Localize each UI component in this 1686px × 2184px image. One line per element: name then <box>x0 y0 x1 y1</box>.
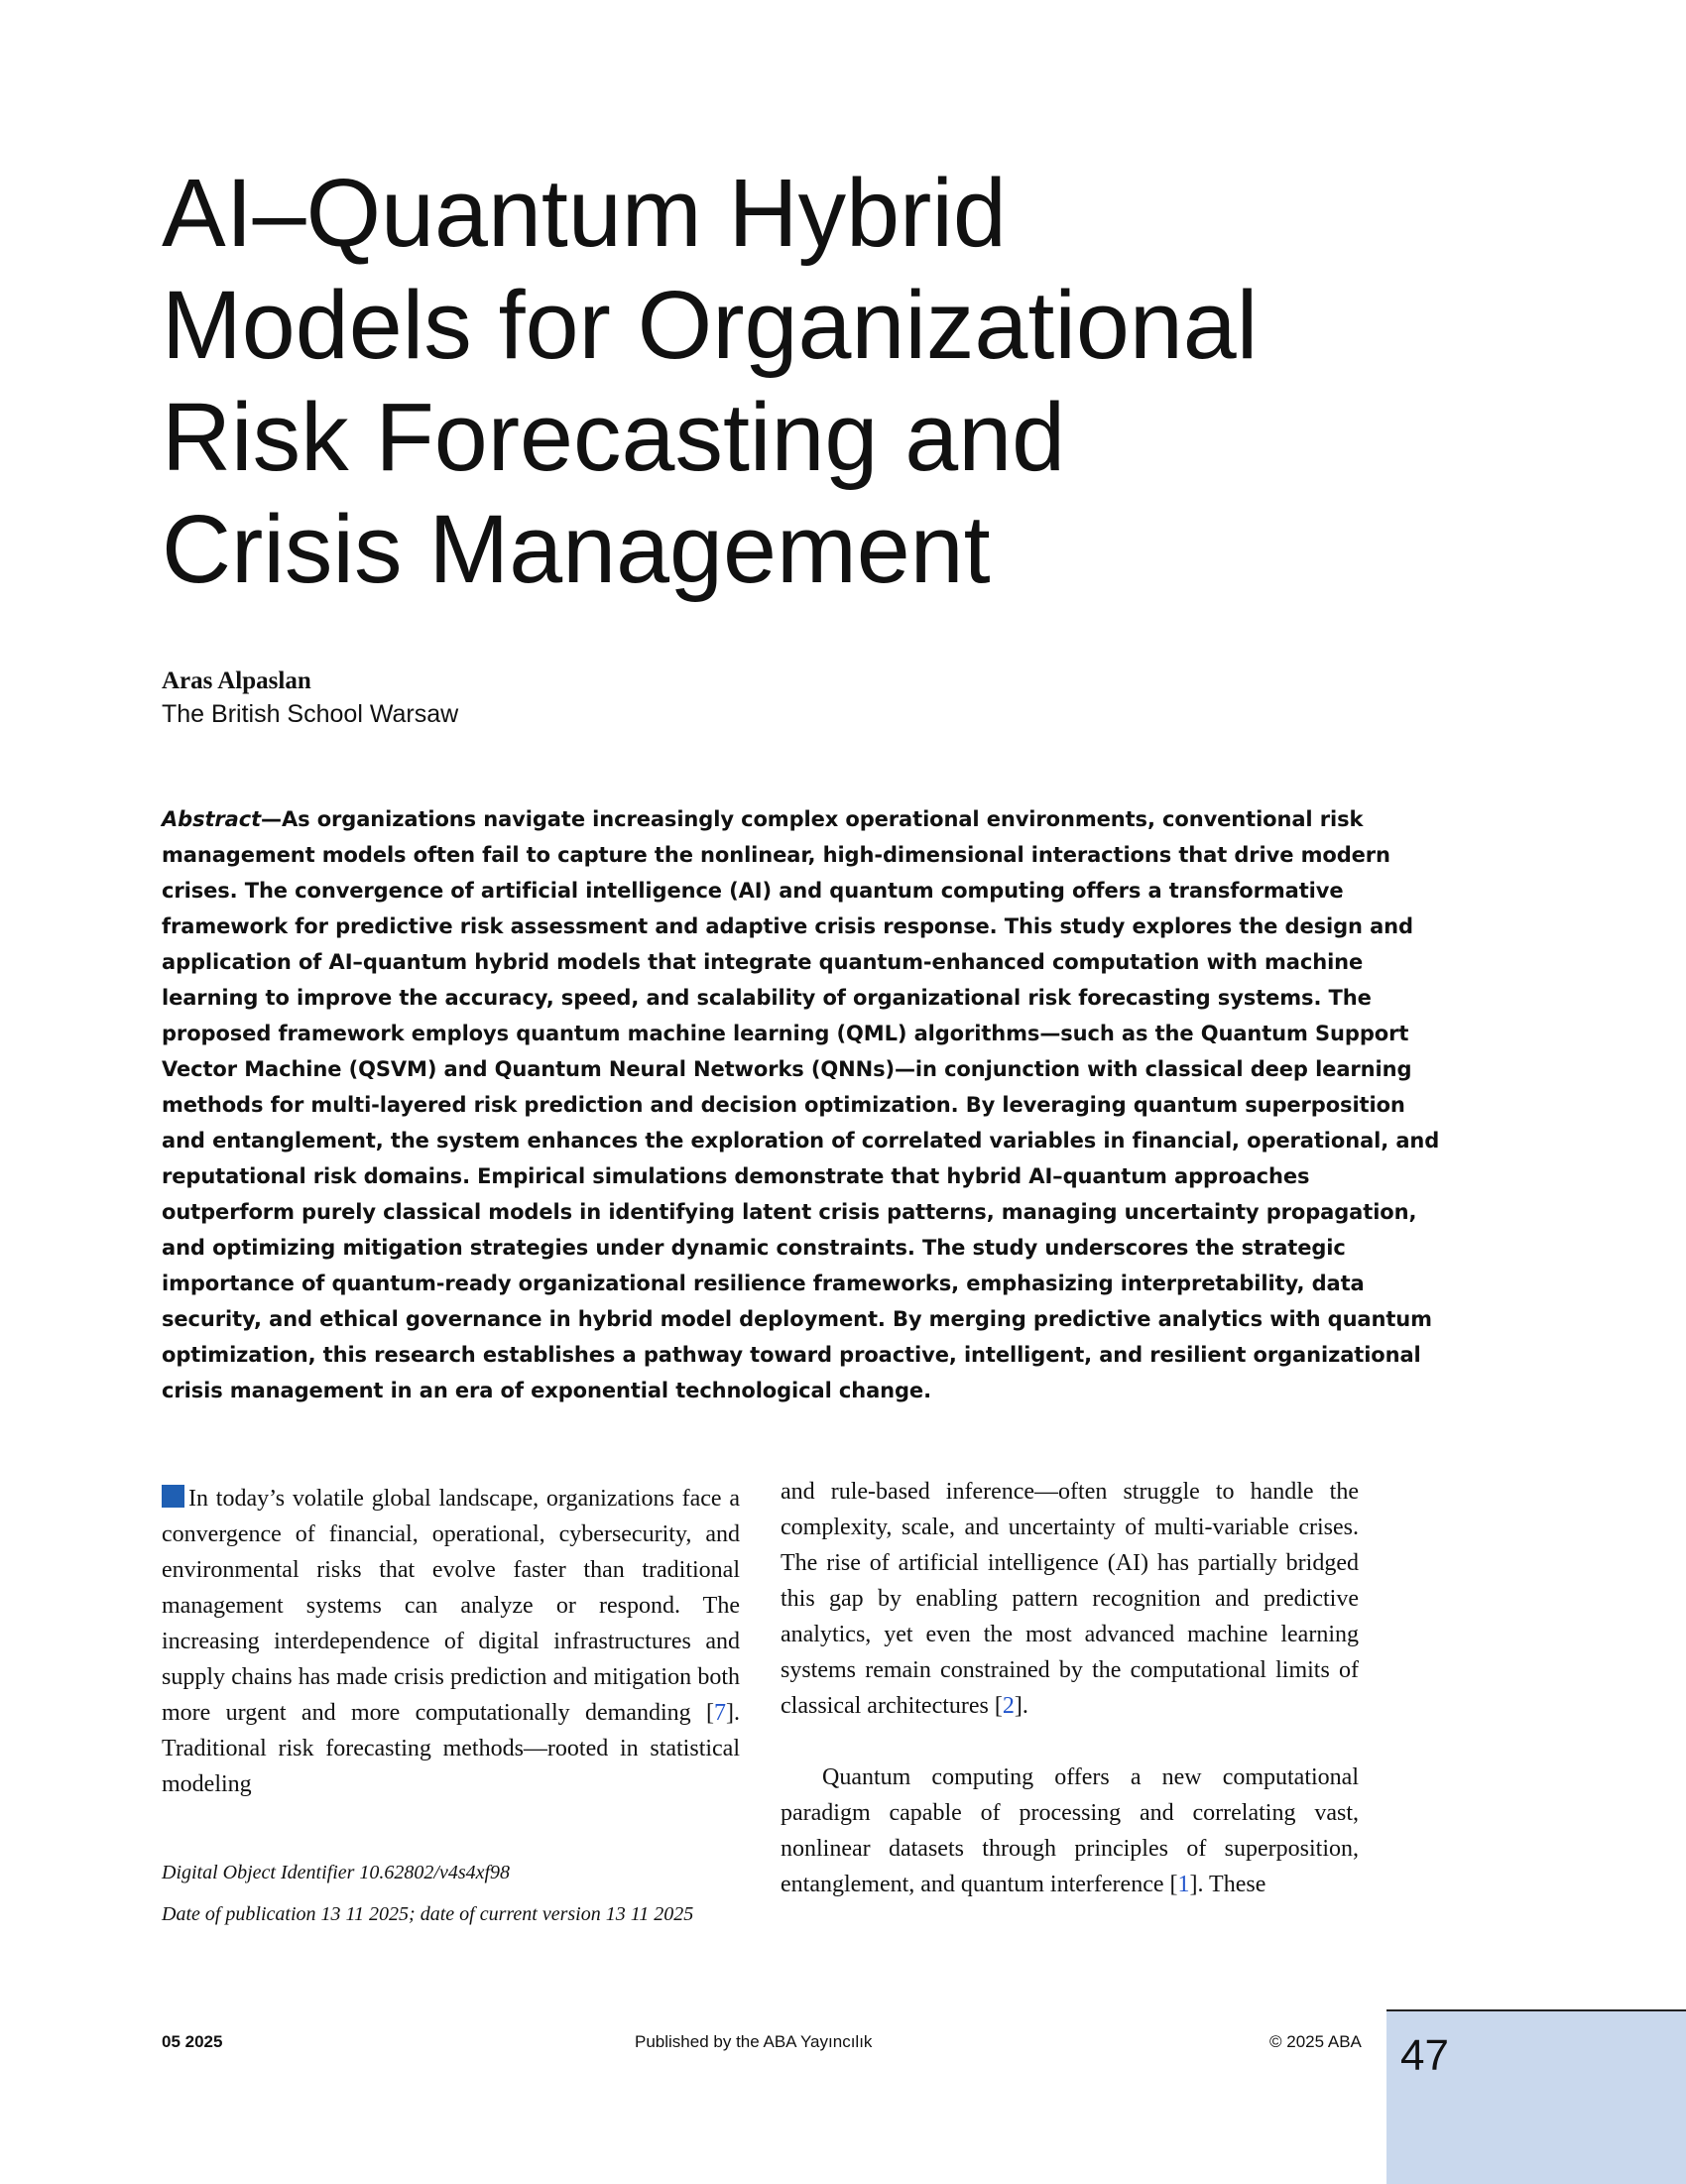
abstract-line: crises. The convergence of artificial intelligence (AI) and quantum computing offers a transformative <box>162 879 1344 903</box>
abstract-line: reputational risk domains. Empirical simulations demonstrate that hybrid AI–quantum approaches <box>162 1164 1310 1188</box>
page-number-box <box>1386 2009 1686 2184</box>
abstract-line: crisis management in an era of exponential technological change. <box>162 1379 931 1402</box>
title-line: Risk Forecasting and <box>162 383 1066 491</box>
citation-link[interactable]: 1 <box>1177 1872 1190 1897</box>
abstract-line: optimization, this research establishes a pathway toward proactive, intelligent, and resilient organizational <box>162 1343 1421 1367</box>
intro-paragraph: In today’s volatile global landscape, organizations face a convergence of financial, operational, cybersecurity, and environmental risks that evolve faster than traditional management systems can analyze or respond. The increasing interdependence of digital infrastructures and supply chains has made crisis prediction and mitigation both more urgent and more computationally demanding [7]. Traditional risk forecasting methods—rooted in statistical modeling <box>162 1486 740 1797</box>
abstract-line: learning to improve the accuracy, speed, and scalability of organizational risk forecasting systems. The <box>162 986 1372 1010</box>
citation-link[interactable]: 2 <box>1002 1693 1015 1719</box>
title-line: Crisis Management <box>162 495 991 603</box>
title-line: AI–Quantum Hybrid <box>162 159 1007 267</box>
abstract <box>162 801 1440 1408</box>
title-line: Models for Organizational <box>162 271 1259 379</box>
abstract-line: application of AI–quantum hybrid models that integrate quantum-enhanced computation with machine <box>162 950 1364 974</box>
author-affiliation: The British School Warsaw <box>162 700 459 728</box>
abstract-line: management models often fail to capture the nonlinear, high-dimensional interactions that drive modern <box>162 843 1390 867</box>
footer-copyright: © 2025 ABA <box>1269 2032 1362 2051</box>
body-paragraph: Quantum computing offers a new computational paradigm capable of processing and correlating vast, nonlinear datasets through principles of superposition, entanglement, and quantum interference [1]. These <box>781 1764 1359 1897</box>
footer-publisher: Published by the ABA Yayıncılık <box>635 2032 873 2051</box>
abstract-line: and entanglement, the system enhances the exploration of correlated variables in financial, operational, and <box>162 1129 1440 1153</box>
section-marker-icon <box>162 1485 184 1508</box>
publication-dates: Date of publication 13 11 2025; date of current version 13 11 2025 <box>162 1903 694 1925</box>
abstract-line: methods for multi-layered risk prediction and decision optimization. By leveraging quantum superposition <box>162 1093 1405 1117</box>
page-number: 47 <box>1400 2031 1449 2080</box>
abstract-line: and optimizing mitigation strategies under dynamic constraints. The study underscores the strategic <box>162 1236 1346 1260</box>
body-column-left <box>162 1481 740 1802</box>
abstract-label: Abstract <box>162 807 262 831</box>
body-paragraph: and rule-based inference—often struggle to handle the complexity, scale, and uncertainty of multi-variable crises. The rise of artificial intelligence (AI) has partially bridged this gap by enabling pattern recognition and predictive analytics, yet even the most advanced machine learning systems remain constrained by the computational limits of classical architectures [2]. <box>781 1479 1359 1719</box>
abstract-line: proposed framework employs quantum machine learning (QML) algorithms—such as the Quantum Support <box>162 1022 1409 1045</box>
doi: Digital Object Identifier 10.62802/v4s4xf98 <box>162 1862 511 1883</box>
abstract-line: framework for predictive risk assessment and adaptive crisis response. This study explores the design and <box>162 914 1413 938</box>
abstract-line: Vector Machine (QSVM) and Quantum Neural Networks (QNNs)—in conjunction with classical deep learning <box>162 1057 1412 1081</box>
abstract-line: —As organizations navigate increasingly complex operational environments, conventional risk <box>261 807 1364 831</box>
paper-title <box>162 157 1352 605</box>
footer-issue: 05 2025 <box>162 2032 223 2051</box>
abstract-line: importance of quantum-ready organizational resilience frameworks, emphasizing interpretability, data <box>162 1272 1365 1295</box>
drop-letter: I <box>188 1486 196 1512</box>
abstract-line: outperform purely classical models in identifying latent crisis patterns, managing uncertainty propagation, <box>162 1200 1417 1224</box>
abstract-line: security, and ethical governance in hybrid model deployment. By merging predictive analytics with quantum <box>162 1307 1432 1331</box>
publication-metadata <box>162 1852 740 1935</box>
body-column-right <box>781 1474 1359 1902</box>
citation-link[interactable]: 7 <box>714 1700 726 1726</box>
author-name: Aras Alpaslan <box>162 667 311 694</box>
